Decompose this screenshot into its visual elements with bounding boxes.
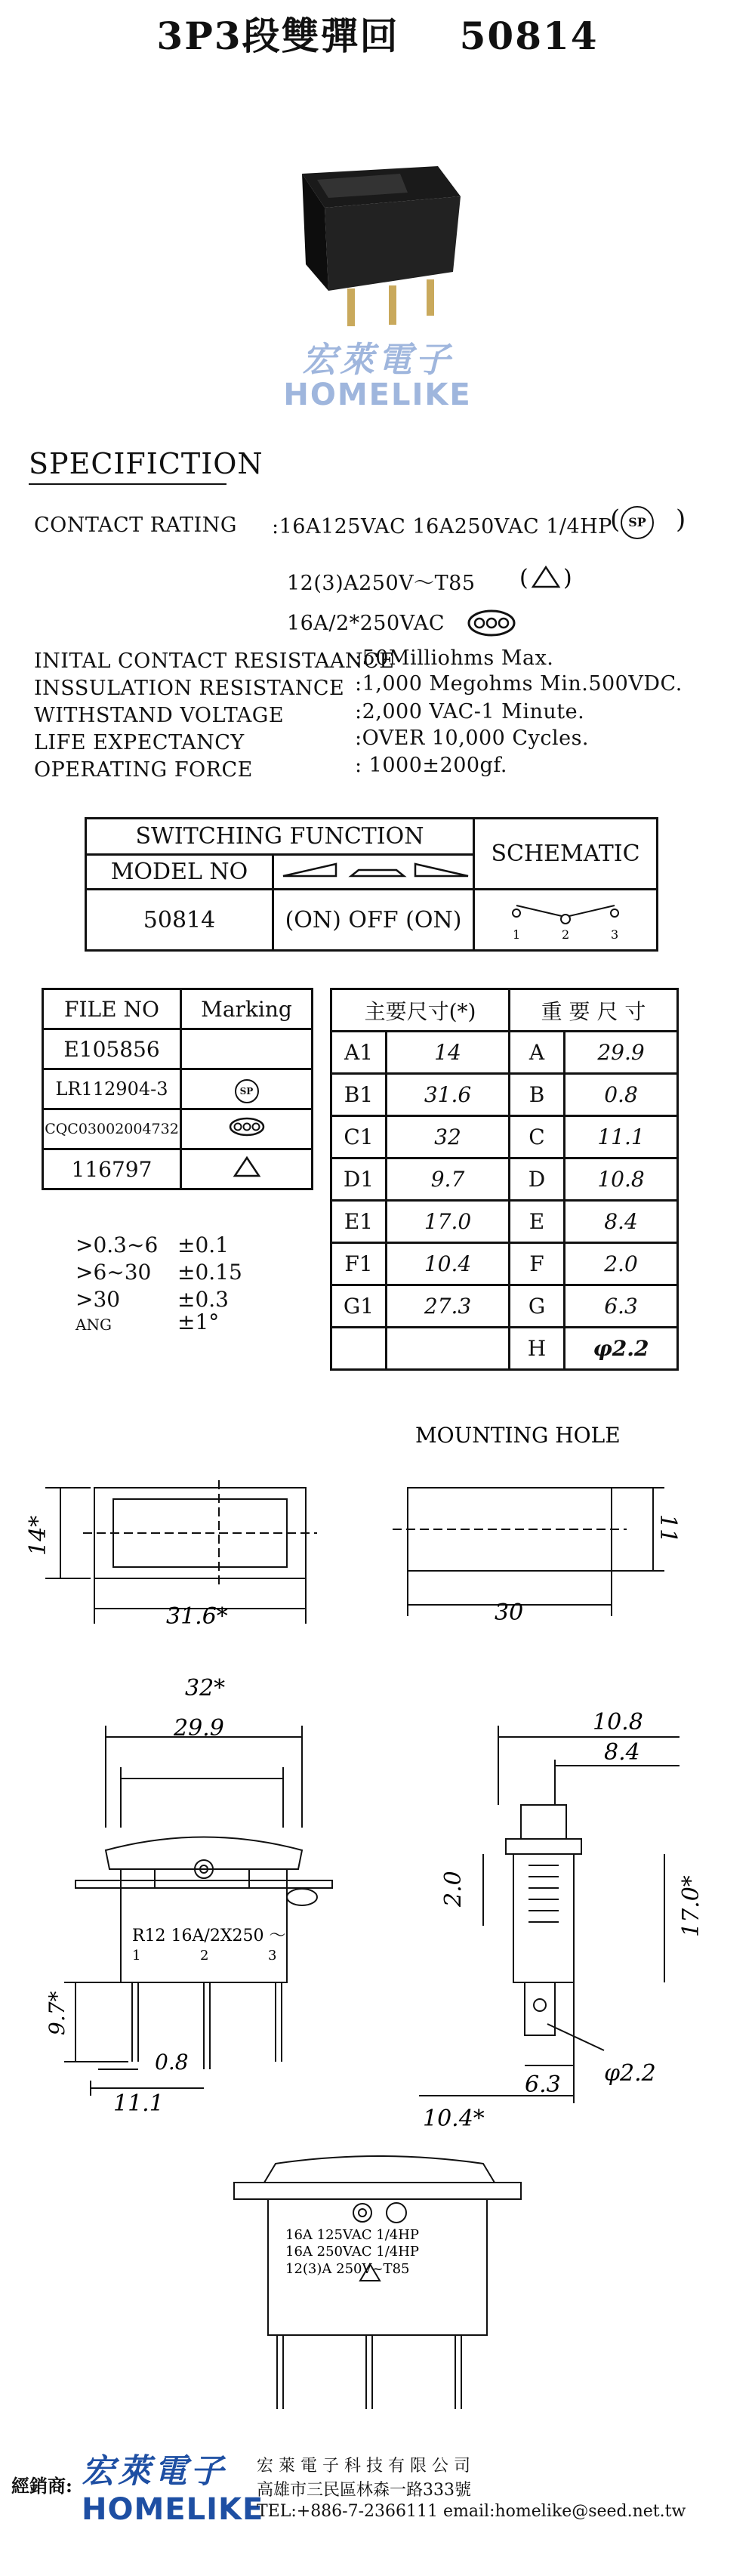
spec-value-force: : 1000±200gf. xyxy=(355,754,507,777)
spec-label-life: LIFE EXPECTANCY xyxy=(34,731,245,754)
dim-label: 10.4* xyxy=(423,2106,485,2132)
company-name: 宏 萊 電 子 科 技 有 限 公 司 xyxy=(257,2457,470,2476)
model-label: MODEL NO xyxy=(86,855,273,890)
ccc-icon xyxy=(224,1115,270,1138)
distributor-label: 經銷商: xyxy=(11,2475,72,2497)
dim-label: 11.1 xyxy=(113,2090,164,2117)
dim-key xyxy=(331,1328,387,1370)
side-pin-label: 3 xyxy=(268,1948,277,1964)
ccc-icon xyxy=(457,606,532,640)
dim-label: 6.3 xyxy=(525,2072,561,2098)
dim-key: E xyxy=(510,1201,565,1243)
dim-value: 6.3 xyxy=(565,1285,678,1328)
csa-icon: SP xyxy=(235,1079,259,1103)
switching-heading: SWITCHING FUNCTION xyxy=(86,819,474,855)
csa-icon: SP xyxy=(621,506,654,539)
dim-value: 0.8 xyxy=(565,1074,678,1116)
front-rating-line: 16A 250VAC 1/4HP xyxy=(285,2244,420,2260)
switching-table xyxy=(85,817,658,952)
svg-text:): ) xyxy=(563,565,572,591)
company-address: 高雄市三民區林森一路333號 xyxy=(257,2481,471,2500)
marking-header: Marking xyxy=(181,989,313,1029)
dim-value: 17.0 xyxy=(387,1201,510,1243)
marking-cell xyxy=(181,1109,313,1149)
schematic-heading: SCHEMATIC xyxy=(474,819,658,890)
side-pin-label: 2 xyxy=(200,1948,209,1964)
spec-value-ccc: 16A/2*250VAC xyxy=(287,612,445,635)
dim-key: B xyxy=(510,1074,565,1116)
marking-cell xyxy=(181,1069,313,1109)
spec-value-resistance: :50Milliohms Max. xyxy=(355,646,554,670)
brand-logo xyxy=(279,332,476,412)
dim-key: G xyxy=(510,1285,565,1328)
dim-label: 17.0* xyxy=(678,1875,704,1937)
marking-cell xyxy=(181,1029,313,1069)
dim-value xyxy=(387,1328,510,1370)
dim-label: 2.0 xyxy=(440,1871,467,1907)
dim-value: 2.0 xyxy=(565,1243,678,1285)
dim-value: φ2.2 xyxy=(565,1328,678,1370)
file-header: FILE NO xyxy=(43,989,181,1029)
page-title xyxy=(0,6,755,60)
dim-value: 8.4 xyxy=(565,1201,678,1243)
dim-value: 32 xyxy=(387,1116,510,1158)
dim-key: C xyxy=(510,1116,565,1158)
tolerance-range: ANG xyxy=(76,1316,112,1334)
mounting-hole-label: MOUNTING HOLE xyxy=(415,1423,621,1448)
dim-key: F1 xyxy=(331,1243,387,1285)
dim-value: 10.8 xyxy=(565,1158,678,1201)
dim-value: 27.3 xyxy=(387,1285,510,1328)
dim-label: 29.9 xyxy=(174,1715,224,1741)
paren-close: ) xyxy=(676,504,686,535)
dim-value: 29.9 xyxy=(565,1032,678,1074)
spec-label-force: OPERATING FORCE xyxy=(34,758,253,782)
tv-triangle-icon xyxy=(519,563,572,593)
tolerance-range: >6~30 xyxy=(76,1260,152,1285)
spec-value-voltage: :2,000 VAC-1 Minute. xyxy=(355,700,585,723)
spec-underline xyxy=(29,483,226,485)
spec-value-tv: 12(3)A250V～T85 xyxy=(287,572,476,595)
brand-logo-en: HOMELIKE xyxy=(283,378,472,412)
dim-label: 31.6* xyxy=(166,1603,228,1630)
file-row: CQC03002004732 xyxy=(43,1109,181,1149)
front-rating-line: 16A 125VAC 1/4HP xyxy=(285,2227,420,2243)
dim-label: 0.8 xyxy=(155,2050,189,2075)
dims-header-main: 主要尺寸(*) xyxy=(331,989,510,1032)
spec-value-life: :OVER 10,000 Cycles. xyxy=(355,727,590,750)
footer-logo-cn: 宏萊電子 xyxy=(82,2452,226,2491)
paren-open: ( xyxy=(610,504,621,535)
front-rating-line: 12(3)A 250V~T85 xyxy=(285,2261,410,2277)
dim-key: E1 xyxy=(331,1201,387,1243)
spec-label-resistance: INITAL CONTACT RESISTAANCE xyxy=(34,649,395,673)
file-row: E105856 xyxy=(43,1029,181,1069)
footer-logo-en: HOMELIKE xyxy=(82,2492,264,2527)
technical-drawing xyxy=(0,1405,755,2417)
dim-value: 31.6 xyxy=(387,1074,510,1116)
schematic-diagram xyxy=(490,890,641,943)
dim-key: H xyxy=(510,1328,565,1370)
side-view-rating: R12 16A/2X250 ～ xyxy=(132,1927,286,1945)
dims-header-important: 重 要 尺 寸 xyxy=(510,989,678,1032)
product-model: 50814 xyxy=(459,14,599,58)
dim-label: 14* xyxy=(25,1515,51,1556)
svg-text:(: ( xyxy=(519,565,528,591)
spec-label-contact: CONTACT RATING xyxy=(34,514,237,537)
model-value: 50814 xyxy=(86,890,273,951)
side-pin-label: 1 xyxy=(132,1948,141,1964)
dim-label: 32* xyxy=(185,1675,226,1701)
dim-label: φ2.2 xyxy=(604,2060,656,2087)
company-contact: TEL:+886-7-2366111 email:homelike@seed.net.tw xyxy=(257,2502,686,2521)
dim-label: 10.8 xyxy=(593,1709,643,1735)
tolerance-range: >0.3~6 xyxy=(76,1232,159,1257)
dim-key: B1 xyxy=(331,1074,387,1116)
product-photo xyxy=(287,151,468,347)
dim-label: 9.7* xyxy=(45,1991,69,2035)
dim-key: F xyxy=(510,1243,565,1285)
spec-heading: SPECIFICTION xyxy=(29,447,263,480)
rocker-positions xyxy=(273,855,474,890)
schematic-pin-3: 3 xyxy=(611,927,619,942)
tolerance-value: ±0.15 xyxy=(177,1260,242,1285)
tolerance-range: >30 xyxy=(76,1287,121,1312)
rocker-position-icons xyxy=(276,856,472,882)
function-value: (ON) OFF (ON) xyxy=(273,890,474,951)
tolerance-value: ±0.1 xyxy=(177,1232,229,1257)
spec-label-voltage: WITHSTAND VOLTAGE xyxy=(34,704,285,727)
tolerance-value: ±0.3 xyxy=(177,1287,229,1312)
dim-key: A1 xyxy=(331,1032,387,1074)
tv-triangle-icon xyxy=(232,1155,262,1178)
brand-logo-cn: 宏萊電子 xyxy=(302,339,453,380)
file-table xyxy=(42,988,313,1190)
file-row: 116797 xyxy=(43,1149,181,1189)
dim-key: C1 xyxy=(331,1116,387,1158)
marking-cell xyxy=(181,1149,313,1189)
dim-value: 11.1 xyxy=(565,1116,678,1158)
dim-label: 8.4 xyxy=(604,1739,640,1766)
spec-value-contact: :16A125VAC 16A250VAC 1/4HP xyxy=(272,515,612,538)
dim-value: 14 xyxy=(387,1032,510,1074)
dim-value: 9.7 xyxy=(387,1158,510,1201)
schematic-pin-1: 1 xyxy=(513,927,521,942)
schematic-pin-2: 2 xyxy=(562,927,570,942)
dim-key: D1 xyxy=(331,1158,387,1201)
product-name: 3P3段雙彈回 xyxy=(156,14,399,58)
dim-key: D xyxy=(510,1158,565,1201)
spec-label-insulation: INSSULATION RESISTANCE xyxy=(34,677,345,700)
file-row: LR112904-3 xyxy=(43,1069,181,1109)
dim-value: 10.4 xyxy=(387,1243,510,1285)
dim-label: 30 xyxy=(495,1600,524,1626)
spec-value-insulation: :1,000 Megohms Min.500VDC. xyxy=(355,672,683,696)
dim-label: 11 xyxy=(655,1514,681,1544)
dim-key: G1 xyxy=(331,1285,387,1328)
tolerance-value: ±1° xyxy=(177,1310,220,1334)
dims-table xyxy=(330,988,679,1371)
schematic-cell xyxy=(474,890,658,951)
dim-key: A xyxy=(510,1032,565,1074)
